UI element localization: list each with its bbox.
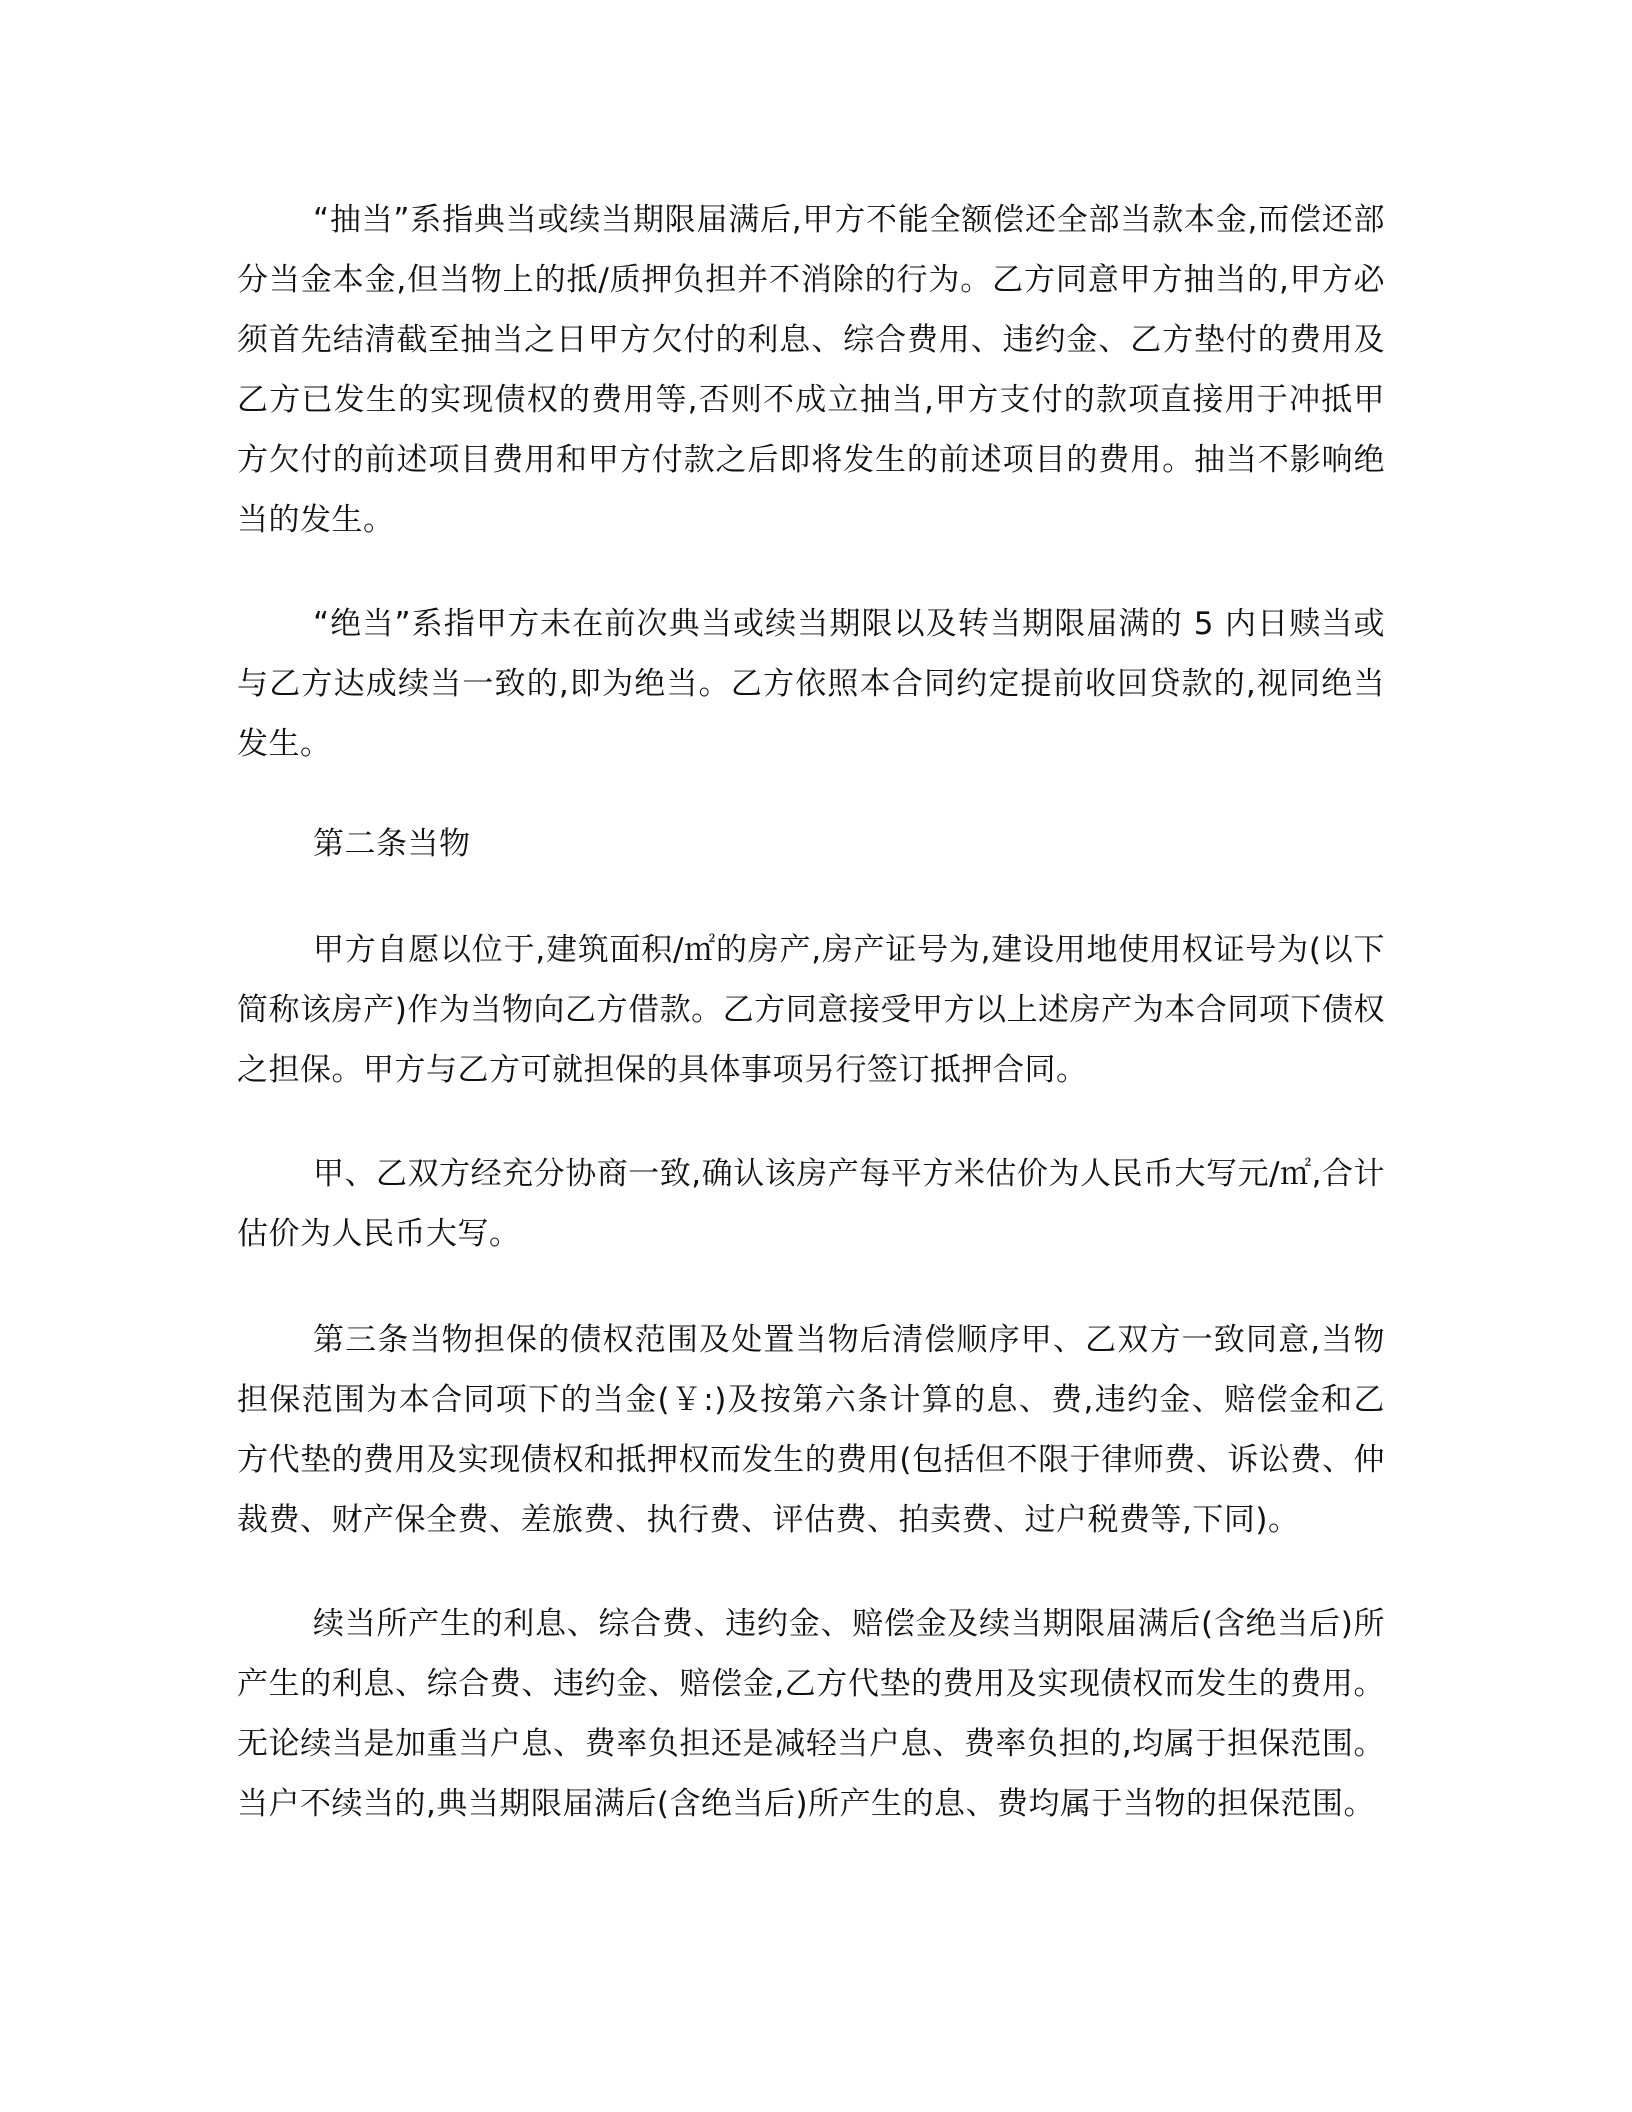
paragraph-property-valuation: 甲、乙双方经充分协商一致,确认该房产每平方米估价为人民币大写元/㎡,合计估价为人民币大写。 (237, 1156, 1385, 1252)
paragraph-juedang-definition: “绝当”系指甲方未在前次典当或续当期限以及转当期限届满的 5 内日赎当或与乙方达成续当一致的,即为绝当。乙方依照本合同约定提前收回贷款的,视同绝当发生。 (237, 606, 1385, 762)
section-heading-article-2: 第二条当物 (313, 826, 471, 862)
paragraph-article-3-scope: 第三条当物担保的债权范围及处置当物后清偿顺序甲、乙双方一致同意,当物担保范围为本合同项下的当金(￥:)及按第六条计算的息、费,违约金、赔偿金和乙方代垫的费用及实现债权和抵押权而发生的费用(包括但不限于律师费、诉讼费、仲裁费、财产保全费、差旅费、执行费、评估费、拍卖费、过户税费等,下同)。 (237, 1322, 1385, 1538)
paragraph-choudang-definition: “抽当”系指典当或续当期限届满后,甲方不能全额偿还全部当款本金,而偿还部分当金本金,但当物上的抵/质押负担并不消除的行为。乙方同意甲方抽当的,甲方必须首先结清截至抽当之日甲方欠付的利息、综合费用、违约金、乙方垫付的费用及乙方已发生的实现债权的费用等,否则不成立抽当,甲方支付的款项直接用于冲抵甲方欠付的前述项目费用和甲方付款之后即将发生的前述项目的费用。抽当不影响绝当的发生。 (237, 202, 1385, 538)
paragraph-renewal-scope: 续当所产生的利息、综合费、违约金、赔偿金及续当期限届满后(含绝当后)所产生的利息、综合费、违约金、赔偿金,乙方代垫的费用及实现债权而发生的费用。无论续当是加重当户息、费率负担还是减轻当户息、费率负担的,均属于担保范围。当户不续当的,典当期限届满后(含绝当后)所产生的息、费均属于当物的担保范围。 (237, 1606, 1385, 1822)
document-body (237, 190, 1385, 1896)
paragraph-collateral-property: 甲方自愿以位于,建筑面积/㎡的房产,房产证号为,建设用地使用权证号为(以下简称该房产)作为当物向乙方借款。乙方同意接受甲方以上述房产为本合同项下债权之担保。甲方与乙方可就担保的具体事项另行签订抵押合同。 (237, 932, 1385, 1088)
